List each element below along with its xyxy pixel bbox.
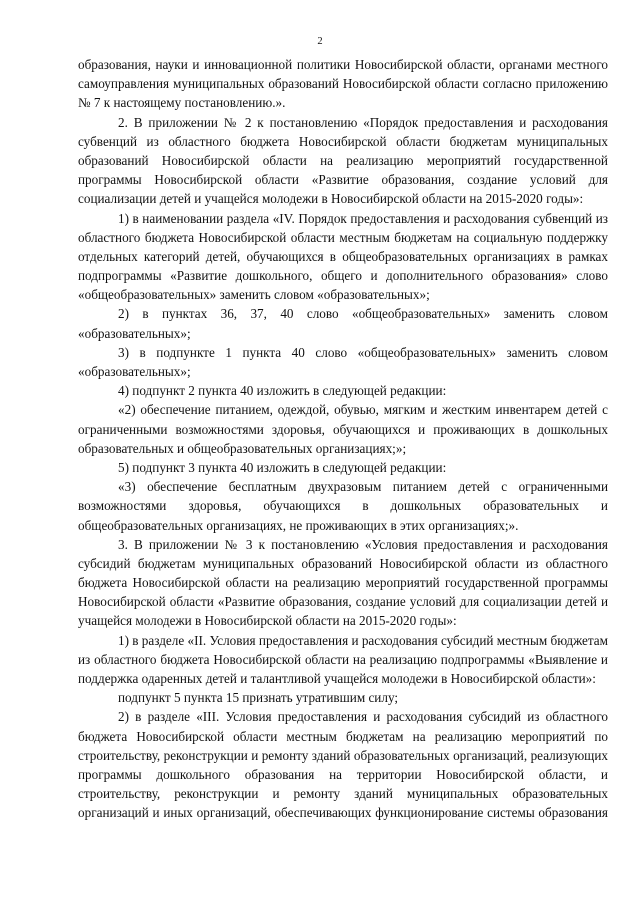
- paragraph-subitem-2-2: 2) в пунктах 36, 37, 40 слово «общеобразовательных» заменить словом «образовательных»;: [78, 306, 608, 341]
- paragraph-item-3: 3. В приложении № 3 к постановлению «Условия предоставления и расходования субсидий бюджетам муниципальных образований Новосибирской области из областного бюджета Новосибирской области на реализацию мероприятий государственной программы Новосибирской области «Развитие образования, создание условий для социализации детей и учащейся молодежи в Новосибирской области на 2015-2020 годы»:: [78, 536, 608, 629]
- document-body: [78, 55, 608, 823]
- paragraph-subitem-3-1: 1) в разделе «II. Условия предоставления и расходования субсидий местным бюджетам из областного бюджета Новосибирской области на реализацию подпрограммы «Выявление и поддержка одаренных детей и талантливой учащейся молодежи в Новосибирской области»:: [78, 632, 609, 686]
- paragraph-subitem-2-5: 5) подпункт 3 пункта 40 изложить в следующей редакции:: [118, 459, 447, 475]
- paragraph-subitem-3-1-text: подпункт 5 пункта 15 признать утратившим силу;: [118, 690, 399, 706]
- paragraph-item-2: 2. В приложении № 2 к постановлению «Порядок предоставления и расходования субвенций из областного бюджета Новосибирской области бюджетам муниципальных образований Новосибирской области на реализацию мероприятий государственной программы Новосибирской области «Развитие образования, создание условий для социализации детей и учащейся молодежи в Новосибирской области на 2015-2020 годы»:: [78, 114, 608, 207]
- paragraph-subitem-2-1: 1) в наименовании раздела «IV. Порядок предоставления и расходования субвенций из областного бюджета Новосибирской области местным бюджетам на социальную поддержку отдельных категорий детей, обучающихся в общеобразовательных организациях в рамках подпрограммы «Развитие дошкольного, общего и дополнительного образования» слово «общеобразовательных» заменить словом «образовательных»;: [78, 210, 608, 303]
- paragraph-subitem-2-4: 4) подпункт 2 пункта 40 изложить в следующей редакции:: [118, 383, 447, 399]
- paragraph-quote-2-5: «3) обеспечение бесплатным двухразовым питанием детей с ограниченными возможностями здоровья, обучающихся в дошкольных образовательных и общеобразовательных организациях, не проживающих в этих организациях;».: [78, 479, 608, 533]
- page-number: 2: [317, 36, 323, 47]
- paragraph-subitem-2-3: 3) в подпункте 1 пункта 40 слово «общеобразовательных» заменить словом «образовательных»;: [78, 344, 608, 379]
- paragraph-continuation: образования, науки и инновационной политики Новосибирской области, органами местного самоуправления муниципальных образований Новосибирской области согласно приложению № 7 к настоящему постановлению.».: [78, 57, 608, 111]
- paragraph-subitem-3-2: 2) в разделе «III. Условия предоставления и расходования субсидий из областного бюджета Новосибирской области местным бюджетам на реализацию мероприятий по строительству, реконструкции и ремонту зданий образовательных организаций, реализующих программы дошкольного образования на территории Новосибирской области, и строительству, реконструкции и ремонту зданий муниципальных образовательных организаций и иных организаций, обеспечивающих функционирование системы образования: [78, 709, 608, 821]
- paragraph-quote-2-4: «2) обеспечение питанием, одеждой, обувью, мягким и жестким инвентарем детей с ограниченными возможностями здоровья, обучающихся и проживающих в дошкольных образовательных и общеобразовательных организациях;»;: [78, 402, 608, 456]
